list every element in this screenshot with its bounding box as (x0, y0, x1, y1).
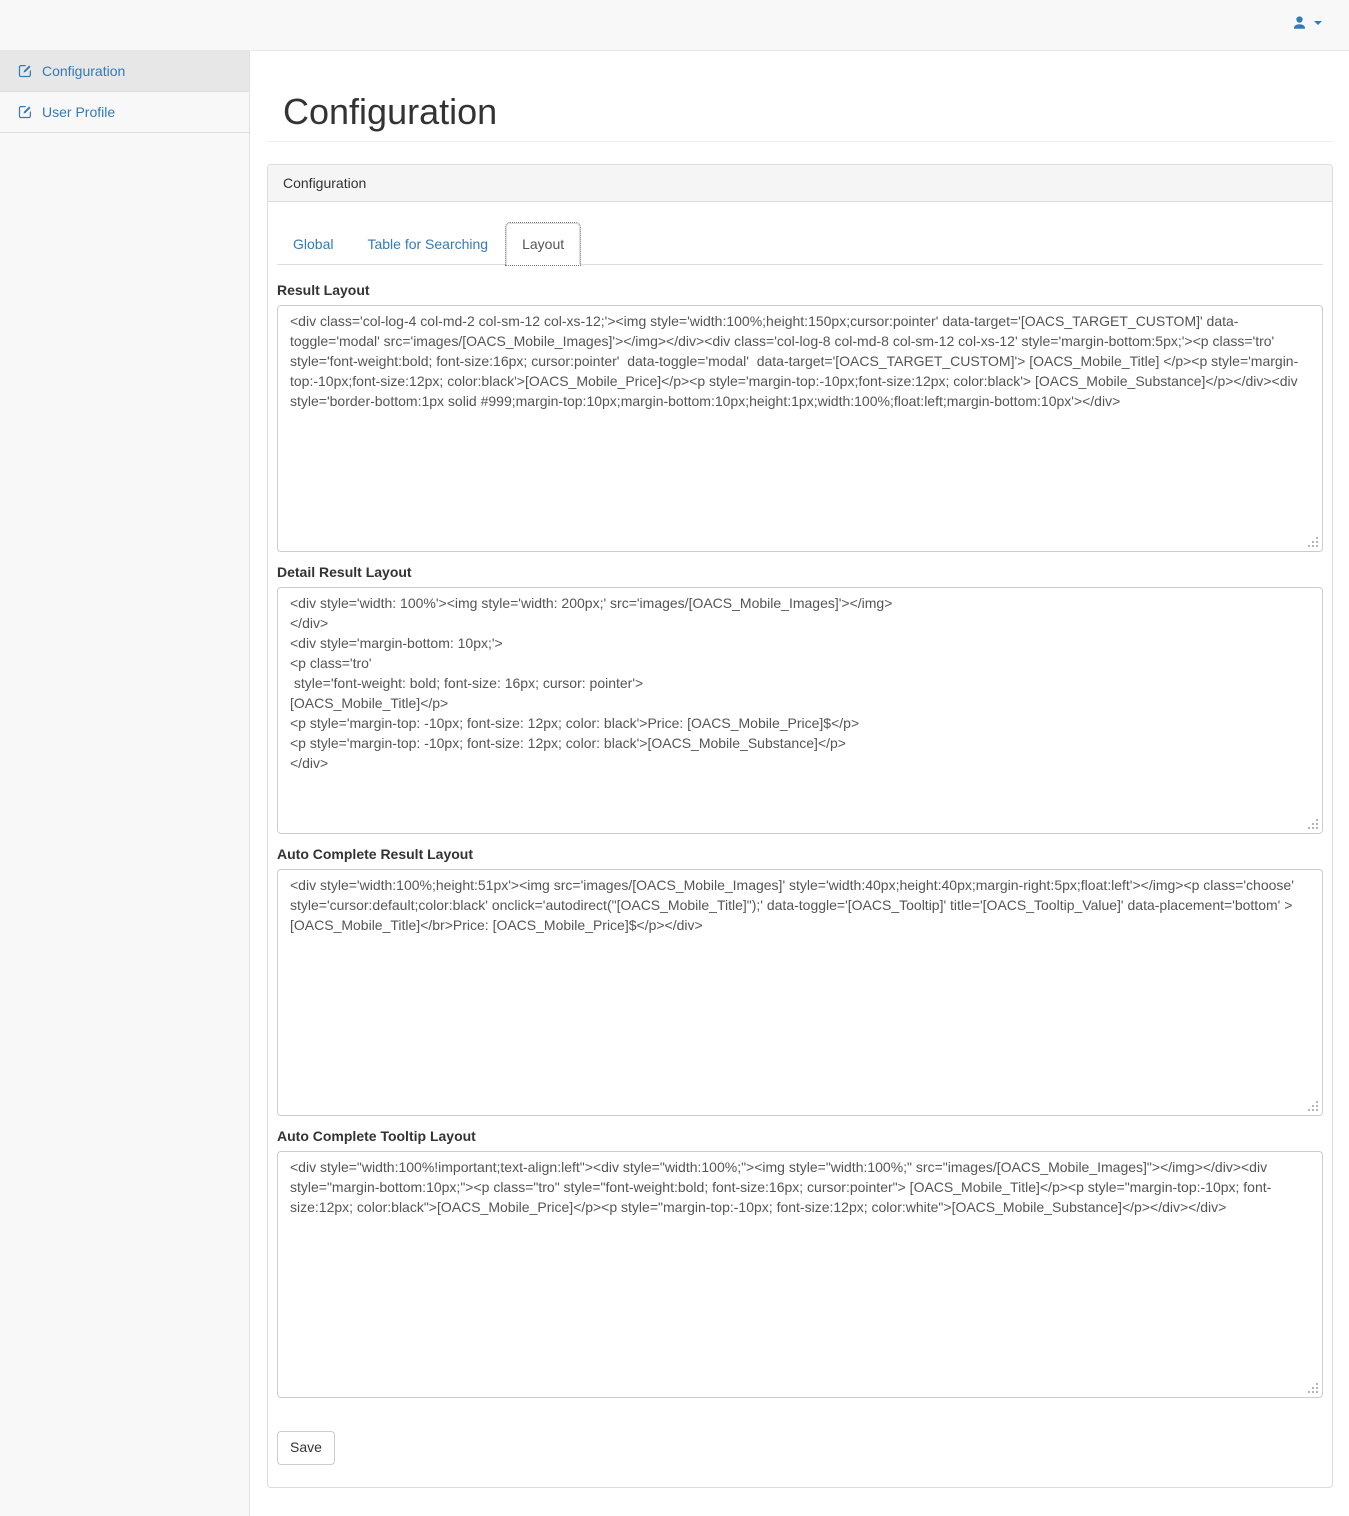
main-content (251, 51, 1349, 1516)
edit-icon (18, 64, 32, 78)
panel-heading: Configuration (268, 165, 1332, 202)
tab-global[interactable]: Global (293, 236, 334, 252)
save-button[interactable]: Save (277, 1431, 335, 1465)
tab-table-for-searching[interactable]: Table for Searching (367, 236, 489, 252)
sidebar-item-configuration[interactable] (0, 51, 249, 92)
result-layout-label: Result Layout (277, 282, 370, 298)
sidebar-item-label: Configuration (42, 63, 126, 79)
auto-complete-result-layout-group (277, 846, 1323, 1116)
caret-down-icon (1314, 21, 1322, 25)
panel-body (268, 202, 1332, 1487)
tab-content-layout (277, 265, 1323, 1465)
top-navbar (0, 0, 1349, 51)
sidebar-item-label: User Profile (42, 104, 116, 120)
auto-complete-tooltip-layout-group (277, 1128, 1323, 1398)
auto-complete-result-layout-label: Auto Complete Result Layout (277, 846, 474, 862)
user-icon (1292, 15, 1307, 30)
detail-result-layout-textarea[interactable] (277, 587, 1323, 834)
page-title: Configuration (267, 51, 1333, 142)
user-dropdown-toggle[interactable] (1292, 15, 1322, 30)
save-row (277, 1431, 1323, 1465)
configuration-panel (267, 164, 1333, 1488)
auto-complete-tooltip-layout-textarea[interactable] (277, 1151, 1323, 1398)
tab-layout[interactable]: Layout (506, 223, 580, 265)
auto-complete-tooltip-layout-label: Auto Complete Tooltip Layout (277, 1128, 476, 1144)
detail-result-layout-label: Detail Result Layout (277, 564, 412, 580)
auto-complete-result-layout-textarea[interactable] (277, 869, 1323, 1116)
result-layout-group (277, 282, 1323, 552)
config-tabs (277, 223, 1323, 265)
detail-result-layout-group (277, 564, 1323, 834)
result-layout-textarea[interactable] (277, 305, 1323, 552)
sidebar-item-user-profile[interactable] (0, 92, 249, 133)
edit-icon (18, 105, 32, 119)
sidebar (0, 51, 250, 1516)
